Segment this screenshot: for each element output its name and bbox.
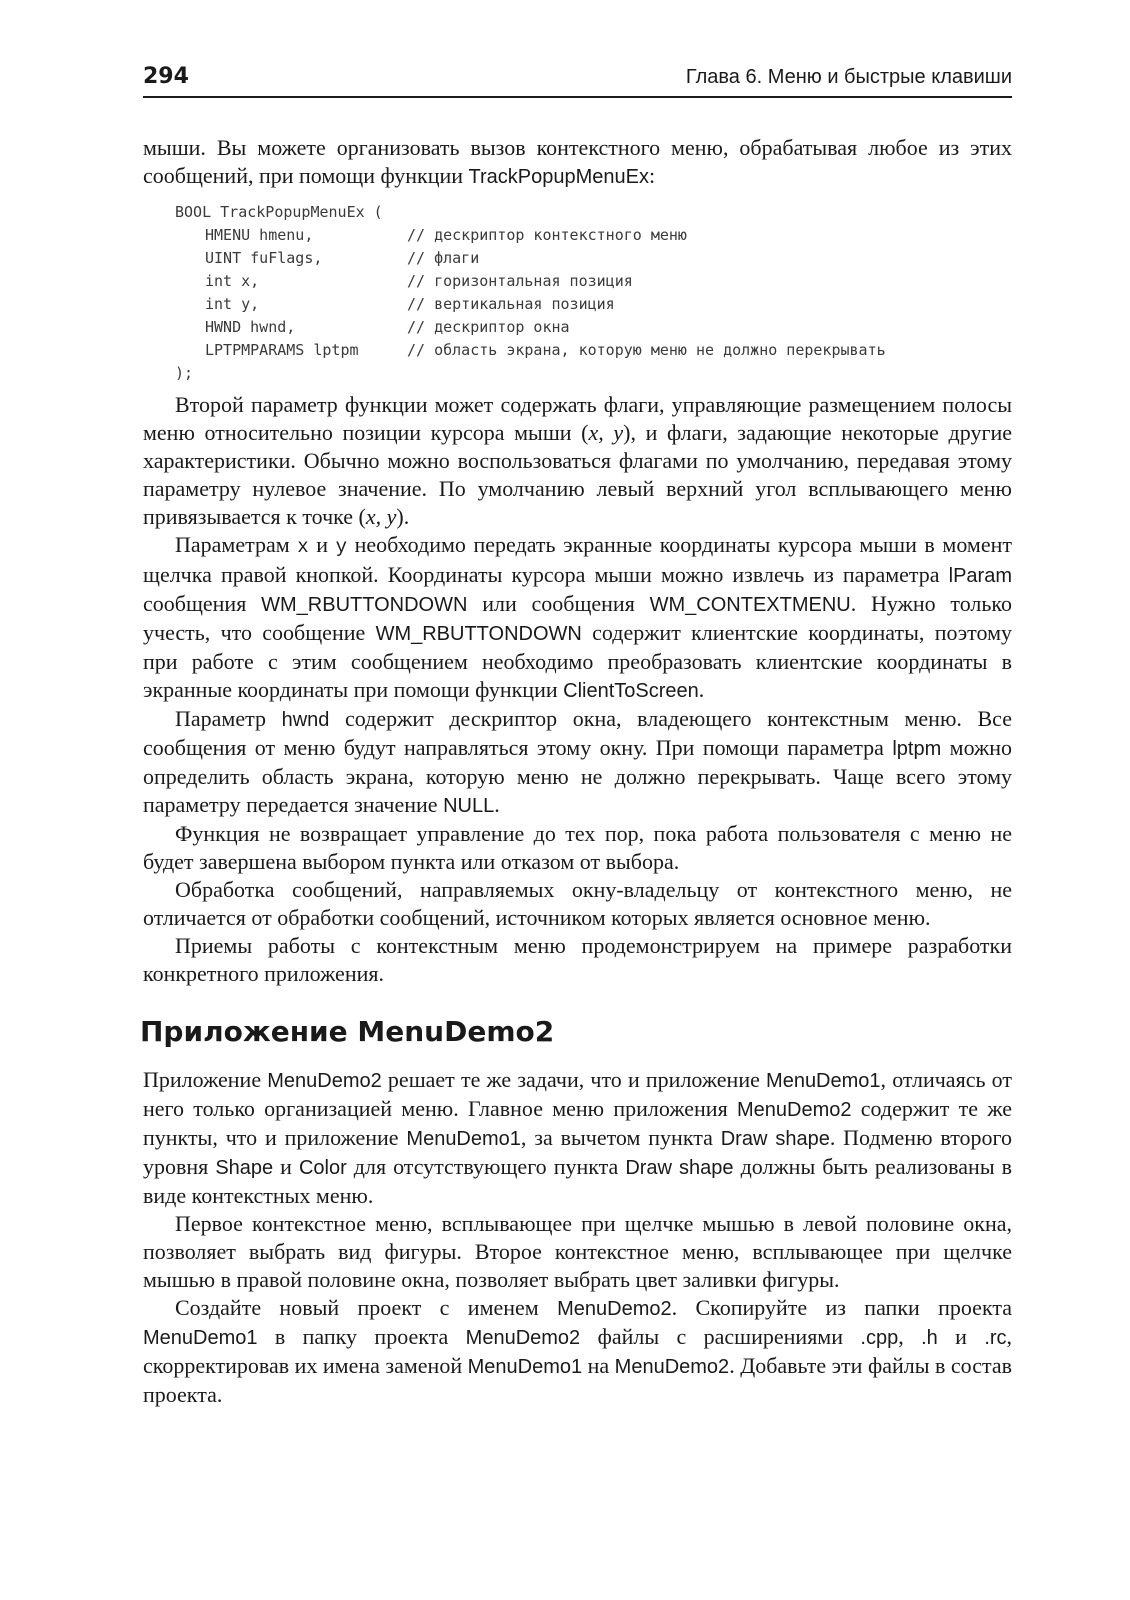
text: . Подменю второго уровня [143, 1125, 1013, 1179]
coordinates: x, y [365, 504, 397, 529]
app-name: MenuDemo2 [557, 1298, 672, 1320]
text: . Нужно только учесть, что сообщение [143, 591, 1012, 645]
app-name: MenuDemo2 [465, 1327, 581, 1349]
message-name: WM_RBUTTONDOWN [261, 594, 468, 616]
text: ). [396, 504, 410, 529]
code-comment: // горизонтальная позиция [407, 272, 633, 290]
text: : [648, 163, 656, 188]
code-line [175, 247, 1012, 270]
code-line [175, 270, 1012, 293]
code-param: HMENU hmenu, [205, 226, 314, 244]
text: ), и флаги, задающие некоторые другие характеристики. Обычно можно воспользоваться флагами по умолчанию, передавая этому параметру нулевое значение. По умолчанию левый верхний угол всплывающего меню привязывается к точке ( [143, 420, 1013, 529]
page-body [140, 134, 1013, 1409]
code-line [175, 316, 1012, 339]
paragraph: Функция не возвращает управление до тех пор, пока работа пользователя с меню не будет завершена выбором пункта или отказом от выбора. [143, 821, 1012, 874]
text: сообщения [143, 591, 262, 616]
paragraph: Первое контекстное меню, всплывающее при щелчке мышью в левой половине окна, позволяет выбрать вид фигуры. Второе контекстное меню, всплывающее при щелчке мышью в правой половине окна, позволяет выбрать цвет заливки фигуры. [143, 1211, 1012, 1292]
message-name: WM_CONTEXTMENU [649, 594, 851, 616]
code-param: LPTPMPARAMS lptpm [205, 341, 359, 359]
file-extension: .rc [984, 1327, 1007, 1349]
value-name: NULL [443, 795, 495, 817]
code-comment: // флаги [407, 249, 480, 267]
code-comment: // область экрана, которую меню не должно перекрывать [407, 341, 886, 359]
code-param: HWND hwnd, [205, 318, 296, 336]
code-line [175, 293, 1012, 316]
text: мыши. Вы можете организовать вызов контекстного меню, обрабатывая любое из этих сообщений, при помощи функции [143, 135, 1012, 188]
param-name: x [297, 536, 309, 558]
paragraph [143, 134, 1012, 191]
text: , [898, 1324, 922, 1349]
text: , за вычетом пункта [520, 1125, 721, 1150]
page-number: 294 [143, 64, 189, 89]
code-param: UINT fuFlags, [205, 249, 323, 267]
paragraph [143, 1066, 1012, 1210]
text: и [273, 1154, 299, 1179]
text: содержит дескриптор окна, владеющего контекстным меню. Все сообщения от меню будут направляться этому окну. При помощи параметра [143, 706, 1012, 760]
code-comment: // дескриптор контекстного меню [407, 226, 687, 244]
code-line [175, 224, 1012, 247]
section-heading: Приложение MenuDemo2 [140, 1015, 555, 1048]
paragraph: Обработка сообщений, направляемых окну-владельцу от контекстного меню, не отличается от обработки сообщений, источником которых является основное меню. [143, 877, 1012, 930]
message-name: WM_RBUTTONDOWN [375, 623, 582, 645]
param-name: y [335, 536, 348, 558]
paragraph [143, 531, 1012, 705]
param-name: lParam [948, 565, 1012, 587]
text: и [308, 532, 336, 557]
text: решает те же задачи, что и приложение [381, 1067, 767, 1092]
paragraph [143, 1294, 1012, 1409]
text: в папку проекта [257, 1324, 466, 1349]
file-extension: .cpp [860, 1327, 899, 1349]
code-comment: // вертикальная позиция [407, 295, 615, 313]
text: Создайте новый проект с именем [175, 1295, 558, 1320]
text: Приложение [143, 1067, 268, 1092]
running-header [143, 64, 1012, 98]
file-extension: .h [921, 1327, 938, 1349]
param-name: lptpm [892, 738, 942, 760]
menu-item-name: Draw shape [625, 1157, 734, 1179]
text: Параметрам [175, 532, 298, 557]
function-name: ClientToScreen [563, 680, 699, 702]
text: файлы с расширениями [580, 1324, 861, 1349]
code-line [175, 339, 1012, 362]
code-line: BOOL TrackPopupMenuEx ( [175, 203, 383, 221]
text: содержит те же пункты, что и приложение [143, 1096, 1013, 1150]
app-name: MenuDemo1 [143, 1327, 258, 1349]
code-line: ); [175, 364, 194, 382]
function-name: TrackPopupMenuEx [468, 166, 649, 188]
app-name: MenuDemo1 [406, 1128, 521, 1150]
app-name: MenuDemo2 [267, 1070, 382, 1092]
coordinates: x, y [588, 420, 624, 445]
code-comment: // дескриптор окна [407, 318, 570, 336]
menu-item-name: Draw shape [720, 1128, 830, 1150]
text: или сообщения [467, 591, 650, 616]
app-name: MenuDemo1 [467, 1356, 583, 1378]
app-name: MenuDemo2 [736, 1099, 852, 1121]
app-name: MenuDemo2 [614, 1356, 730, 1378]
text: и [937, 1324, 985, 1349]
code-listing [175, 201, 1012, 385]
text: на [582, 1353, 615, 1378]
text: Параметр [175, 706, 282, 731]
text: должны быть реализованы в виде контекстных меню. [143, 1154, 1013, 1208]
text: , скорректировав их имена заменой [143, 1324, 1013, 1378]
param-name: hwnd [281, 709, 330, 731]
paragraph [143, 705, 1012, 820]
text: . [494, 792, 500, 817]
text: для отсутствующего пункта [346, 1154, 626, 1179]
menu-item-name: Shape [215, 1157, 274, 1179]
text: можно определить область экрана, которую меню не должно перекрывать. Чаще всего этому параметру передается значение [143, 735, 1012, 817]
text: необходимо передать экранные координаты курсора мыши в момент щелчка правой кнопкой. Координаты курсора мыши можно извлечь из параметра [143, 532, 1012, 587]
paragraph [143, 391, 1012, 531]
paragraph: Приемы работы с контекстным меню продемонстрируем на примере разработки конкретного приложения. [143, 933, 1012, 986]
code-param: int x, [205, 272, 260, 290]
text: , отличаясь от него только организацией меню. Главное меню приложения [143, 1067, 1012, 1121]
text: Второй параметр функции может содержать флаги, управляющие размещением полосы меню относительно позиции курсора мыши ( [143, 392, 1012, 445]
text: . [698, 677, 705, 702]
chapter-title: Глава 6. Меню и быстрые клавиши [685, 66, 1012, 88]
app-name: MenuDemo1 [766, 1070, 881, 1092]
menu-item-name: Color [298, 1157, 347, 1179]
code-param: int y, [205, 295, 260, 313]
text: . Добавьте эти файлы в состав проекта. [143, 1353, 1012, 1407]
text: . Скопируйте из папки проекта [671, 1295, 1012, 1320]
text: содержит клиентские координаты, поэтому при работе с этим сообщением необходимо преобразовать клиентские координаты в экранные координаты при помощи функции [143, 620, 1013, 702]
